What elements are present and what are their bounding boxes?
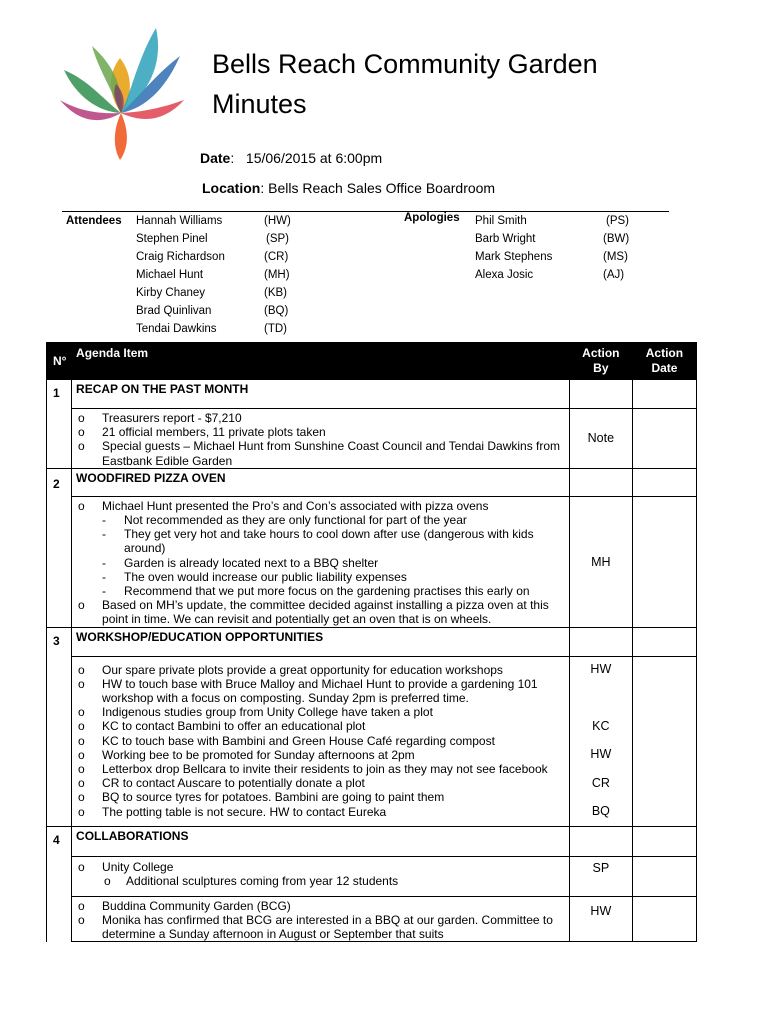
attendee-name: Tendai Dawkins bbox=[136, 323, 217, 335]
action-date-cell bbox=[632, 468, 696, 496]
section-title: WORKSHOP/EDUCATION OPPORTUNITIES bbox=[72, 627, 570, 656]
agenda-table bbox=[46, 342, 697, 942]
list-item-text: Michael Hunt presented the Pro’s and Con’s associated with pizza ovens bbox=[102, 498, 489, 513]
action-by-value: BQ bbox=[591, 803, 610, 818]
sub-item: - They get very hot and take hours to cool down after use (dangerous with kids around) bbox=[100, 527, 569, 555]
list-item: o KC to touch base with Bambini and Green House Café regarding compost bbox=[78, 734, 569, 748]
action-by-cell bbox=[569, 380, 632, 409]
list-item: o Our spare private plots provide a great opportunity for education workshops bbox=[78, 663, 569, 677]
action-date-cell bbox=[632, 856, 696, 896]
action-by-value: HW bbox=[569, 896, 632, 942]
apology-row bbox=[475, 230, 645, 248]
section-number: 4 bbox=[47, 826, 72, 942]
section-row-4 bbox=[47, 826, 697, 856]
header-agenda-item: Agenda Item bbox=[72, 343, 570, 380]
section-number: 1 bbox=[47, 380, 72, 469]
sub-item: - Recommend that we put more focus on the gardening practises this early on bbox=[100, 584, 569, 598]
list-item bbox=[78, 860, 569, 888]
action-by-value: CR bbox=[591, 775, 610, 790]
action-by-cell bbox=[569, 656, 632, 826]
apology-name: Mark Stephens bbox=[475, 251, 553, 263]
action-date-cell bbox=[632, 409, 696, 469]
section-body-row-2 bbox=[47, 496, 697, 627]
attendees-label: Attendees bbox=[66, 215, 122, 227]
list-item: o Working bee to be promoted for Sunday afternoons at 2pm bbox=[78, 748, 569, 762]
action-by-cell bbox=[569, 627, 632, 656]
location-line: Location: Bells Reach Sales Office Boardroom bbox=[202, 180, 496, 196]
apology-name: Barb Wright bbox=[475, 233, 536, 245]
attendee-code: (KB) bbox=[264, 287, 287, 299]
list-item: o Based on MH’s update, the committee decided against installing a pizza oven at this point in time. We can revisit and potentially get an oven that is on wheels. bbox=[78, 598, 569, 626]
apology-code: (BW) bbox=[603, 233, 630, 245]
section-title: COLLABORATIONS bbox=[72, 826, 570, 856]
section-row-3 bbox=[47, 627, 697, 656]
section-body-row-1 bbox=[47, 409, 697, 469]
header-action-date: Action Date bbox=[632, 343, 696, 380]
section-body bbox=[72, 496, 570, 627]
action-date-cell bbox=[632, 380, 696, 409]
garden-logo bbox=[58, 28, 188, 163]
list-item-text: Unity College bbox=[102, 859, 174, 874]
section-number: 3 bbox=[47, 627, 72, 826]
action-by-value: Note bbox=[569, 409, 632, 469]
list-item: o Special guests – Michael Hunt from Sunshine Coast Council and Tendai Dawkins from Eastbank Edible Garden bbox=[78, 439, 569, 467]
action-by-value: HW bbox=[590, 746, 612, 761]
location-value: Bells Reach Sales Office Boardroom bbox=[268, 180, 496, 196]
section-number: 2 bbox=[47, 468, 72, 627]
action-date-cell bbox=[632, 896, 696, 942]
action-by-value: HW bbox=[590, 661, 612, 676]
attendee-code: (BQ) bbox=[264, 305, 289, 317]
sub-item: - Not recommended as they are only functional for part of the year bbox=[100, 513, 569, 527]
action-by-cell bbox=[569, 826, 632, 856]
attendee-row bbox=[136, 248, 306, 266]
list-item: o Treasurers report - $7,210 bbox=[78, 411, 569, 425]
date-value: 15/06/2015 at 6:00pm bbox=[245, 150, 383, 166]
list-item bbox=[78, 499, 569, 598]
sub-item: - The oven would increase our public liability expenses bbox=[100, 570, 569, 584]
apology-row bbox=[475, 266, 645, 284]
attendees-list bbox=[136, 212, 306, 338]
date-line: Date: 15/06/2015 at 6:00pm bbox=[200, 150, 383, 166]
attendee-code: (HW) bbox=[264, 215, 291, 227]
attendee-row bbox=[136, 284, 306, 302]
action-date-cell bbox=[632, 656, 696, 826]
attendee-row bbox=[136, 302, 306, 320]
action-by-cell bbox=[569, 468, 632, 496]
section-body-row-4a bbox=[47, 856, 697, 896]
list-item: o HW to touch base with Bruce Malloy and Michael Hunt to provide a gardening 101 workshop with a focus on composting. Sunday 2pm is preferred time. bbox=[78, 677, 569, 705]
attendee-name: Craig Richardson bbox=[136, 251, 225, 263]
attendee-code: (TD) bbox=[264, 323, 287, 335]
attendee-name: Hannah Williams bbox=[136, 215, 223, 227]
action-date-cell bbox=[632, 496, 696, 627]
attendee-row bbox=[136, 230, 306, 248]
apology-name: Phil Smith bbox=[475, 215, 527, 227]
section-body bbox=[72, 896, 570, 942]
attendee-name: Kirby Chaney bbox=[136, 287, 206, 299]
list-item: o CR to contact Auscare to potentially donate a plot bbox=[78, 776, 569, 790]
action-by-value: SP bbox=[569, 856, 632, 896]
attendee-row bbox=[136, 266, 306, 284]
list-item: o Letterbox drop Bellcara to invite their residents to join as they may not see facebook bbox=[78, 762, 569, 776]
table-header-row bbox=[47, 343, 697, 380]
title-line-1: Bells Reach Community Garden bbox=[212, 49, 598, 79]
section-body bbox=[72, 409, 570, 469]
list-item: o The potting table is not secure. HW to contact Eureka bbox=[78, 805, 569, 819]
section-row-2 bbox=[47, 468, 697, 496]
list-item: o 21 official members, 11 private plots taken bbox=[78, 425, 569, 439]
header-action-by: Action By bbox=[569, 343, 632, 380]
apology-row bbox=[475, 212, 645, 230]
section-body bbox=[72, 856, 570, 896]
apology-code: (AJ) bbox=[603, 269, 625, 281]
date-label: Date bbox=[200, 150, 231, 166]
attendee-name: Michael Hunt bbox=[136, 269, 204, 281]
list-item: o BQ to source tyres for potatoes. Bambini are going to paint them bbox=[78, 790, 569, 804]
action-by-value: MH bbox=[569, 496, 632, 627]
list-item: o KC to contact Bambini to offer an educational plot bbox=[78, 719, 569, 733]
section-body bbox=[72, 656, 570, 826]
apology-row bbox=[475, 248, 645, 266]
list-item: o Indigenous studies group from Unity College have taken a plot bbox=[78, 705, 569, 719]
apology-code: (PS) bbox=[606, 215, 629, 227]
attendee-row bbox=[136, 212, 306, 230]
attendee-code: (SP) bbox=[266, 233, 289, 245]
attendee-name: Brad Quinlivan bbox=[136, 305, 212, 317]
list-item: o Monika has confirmed that BCG are interested in a BBQ at our garden. Committee to determine a Sunday afternoon in August or September that suits bbox=[78, 913, 569, 941]
apology-code: (MS) bbox=[603, 251, 628, 263]
section-body-row-4b bbox=[47, 896, 697, 942]
section-row-1 bbox=[47, 380, 697, 409]
apologies-list bbox=[475, 212, 645, 284]
section-body-row-3 bbox=[47, 656, 697, 826]
apology-name: Alexa Josic bbox=[475, 269, 534, 281]
apologies-label: Apologies bbox=[404, 212, 460, 224]
action-by-value: KC bbox=[592, 718, 610, 733]
attendee-row bbox=[136, 320, 306, 338]
title-line-2: Minutes bbox=[212, 89, 307, 119]
attendee-code: (MH) bbox=[264, 269, 290, 281]
attendee-name: Stephen Pinel bbox=[136, 233, 208, 245]
section-title: RECAP ON THE PAST MONTH bbox=[72, 380, 570, 409]
action-date-cell bbox=[632, 826, 696, 856]
list-item: o Buddina Community Garden (BCG) bbox=[78, 899, 569, 913]
section-title: WOODFIRED PIZZA OVEN bbox=[72, 468, 570, 496]
header-number: N° bbox=[47, 343, 72, 380]
sub-item: - Garden is already located next to a BBQ shelter bbox=[100, 556, 569, 570]
sub-item: o Additional sculptures coming from year 12 students bbox=[102, 874, 569, 888]
location-label: Location bbox=[202, 180, 261, 196]
action-date-cell bbox=[632, 627, 696, 656]
document-title bbox=[212, 44, 598, 124]
attendee-code: (CR) bbox=[264, 251, 289, 263]
